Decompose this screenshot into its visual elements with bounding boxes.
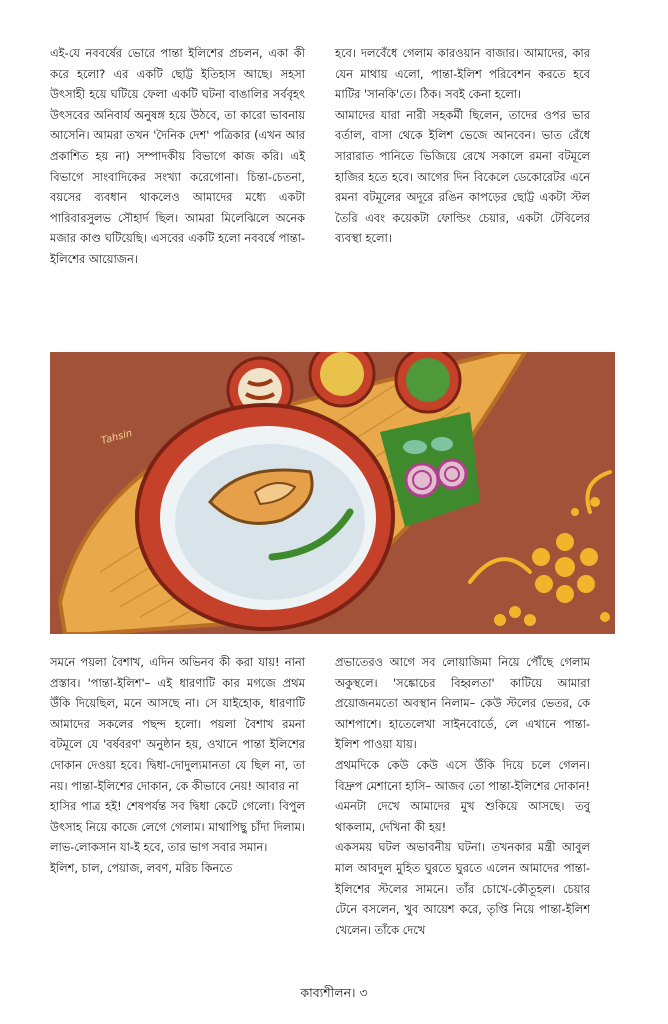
paragraph: ইলিশ, চাল, পেয়াজ, লবণ, মরিচ কিনতে (50, 860, 233, 875)
article-column-top-left (50, 43, 305, 270)
paragraph: আমাদের যারা নারী সহকর্মী ছিলেন, তাদের ওপর ভার বর্তাল, বাসা থেকে ইলিশ ভেজে আনবেন। ভাত রেঁধে সারারাত পানিতে ভিজিয়ে রেখে সকালে রমনা বটমূলে হাজির হতে হবে। আগের দিন বিকেলে ডেকোরেটর এনে রমনা বটমূলের অদূরে রঙিন কাপড়ের ছোট্ট একটা স্টল তৈরি এবং কয়েকটা ফোল্ডিং চেয়ার, একটা টেবিলের ব্যবস্থা হলো। (335, 107, 590, 246)
main-plate (137, 405, 393, 629)
article-column-top-right (335, 43, 590, 249)
paragraph: প্রথমদিকে কেউ কেউ এসে উঁকি দিয়ে চলে গেলন। বিদ্রুপ মেশানো হাসি– আজব তো পান্তা-ইলিশের দোকান! এমনটা দেখে আমাদের মুখ শুকিয়ে আসছে। তবু থাকলাম, দেখিনা কী হয়! (335, 757, 590, 834)
paragraph: এই-যে নববর্ষের ভোরে পান্তা ইলিশের প্রচলন, একা কী করে হলো? এর একটি ছোট্ট ইতিহাস আছে। সহসা উৎসাহী হয়ে ঘটিয়ে ফেলা একটি ঘটনা বাঙালির সর্ববৃহৎ উৎসবের অনিবার্য অনুষঙ্গ হয়ে উঠবে, তা কারো ভাবনায় আসেনি। আমরা তখন 'দৈনিক দেশ' পত্রিকার (এখন আর প্রকাশিত হয় না) সম্পাদকীয় বিভাগে কাজ করি। এই বিভাগে সাংবাদিকের সংখ্যা করেগোনা। চিন্তা-চেতনা, বয়সের ব্যবধান থাকলেও আমাদের মধ্যে একটা পারিবারসুলভ সৌহার্দ ছিল। আমরা মিলেঝিলে অনেক মজার কাণ্ড ঘটিয়েছি। এসবের একটি হলো নববর্ষে পান্তা-ইলিশের আয়োজন। (50, 46, 305, 266)
artist-signature: Tahsin (99, 428, 134, 447)
article-column-bottom-right (335, 652, 590, 940)
paragraph: সমনে পয়লা বৈশাখ, এদিন অভিনব কী করা যায়! নানা প্রস্তাব। 'পান্তা-ইলিশ'– এই ধারণাটি কার মগজে প্রথম উঁকি দিয়েছিল, মনে আসছে না। সে যাইহোক, ধারণাটি আমাদের সকলের পছন্দ হলো। পয়লা বৈশাখ রমনা বটমূলে যে 'বর্ষবরণ' অনুষ্ঠান হয়, ওখানে পান্তা ইলিশের দোকান দেওয়া হবে। দ্বিধা-দোদুল্যমানতা যে ছিল না, তা নয়। পান্তা-ইলিশের দোকান, কে কীভাবে নেয়! আবার না (50, 655, 305, 793)
page-footer: কাব্যশীলন। ৩ (300, 985, 368, 1000)
paragraph: প্রভাতেরও আগে সব লোয়াজিমা নিয়ে পৌঁছে গেলাম অকুস্থলে। 'সঙ্কোচের বিহ্বলতা' কাটিয়ে আমারা প্রয়োজনমতো অবস্থান নিলাম– কেউ স্টলের ভেতর, কে আশপাশে। হাতেলেখা সাইনবোর্ডে, লে এখানে পান্তা-ইলিশ পাওয়া যায়। (335, 655, 590, 752)
paragraph: হবে। দলবেঁধে গেলাম কারওয়ান বাজার। আমাদের, কার যেন মাথায় এলো, পান্তা-ইলিশ পরিবেশন করতে হবে মাটির 'সানকি'তে। ঠিক। সবই কেনা হলো। (335, 46, 590, 102)
paragraph: একসময় ঘটল অভাবনীয় ঘটনা। তখনকার মন্ত্রী আবুল মাল আবদুল মুহিত ঘুরতে ঘুরতে এলেন আমাদের পান্তা-ইলিশের স্টলের সামনে। তাঁর চোখে-কৌতূহল। চেয়ার টেনে বসলেন, খুব আয়েশ করে, তৃপ্তি নিয়ে পান্তা-ইলিশ খেলেন। তাঁকে দেখে (335, 840, 590, 937)
article-column-bottom-left (50, 652, 305, 879)
bowl-green-bharta (396, 352, 460, 412)
panta-ilish-illustration (50, 352, 615, 634)
illustration-canvas (50, 352, 615, 634)
paragraph: হাসির পাত্র হই! শেষপর্যন্ত সব দ্বিধা কেটে গেলো। বিপুল উৎসাহ নিয়ে কাজে লেগে গেলাম। মাথাপিছু চাঁদা দিলাম। লাভ-লোকসান যা-ই হবে, তার ভাগ সবার সমান। (50, 799, 305, 855)
bowl-mashed-potato (310, 352, 374, 406)
